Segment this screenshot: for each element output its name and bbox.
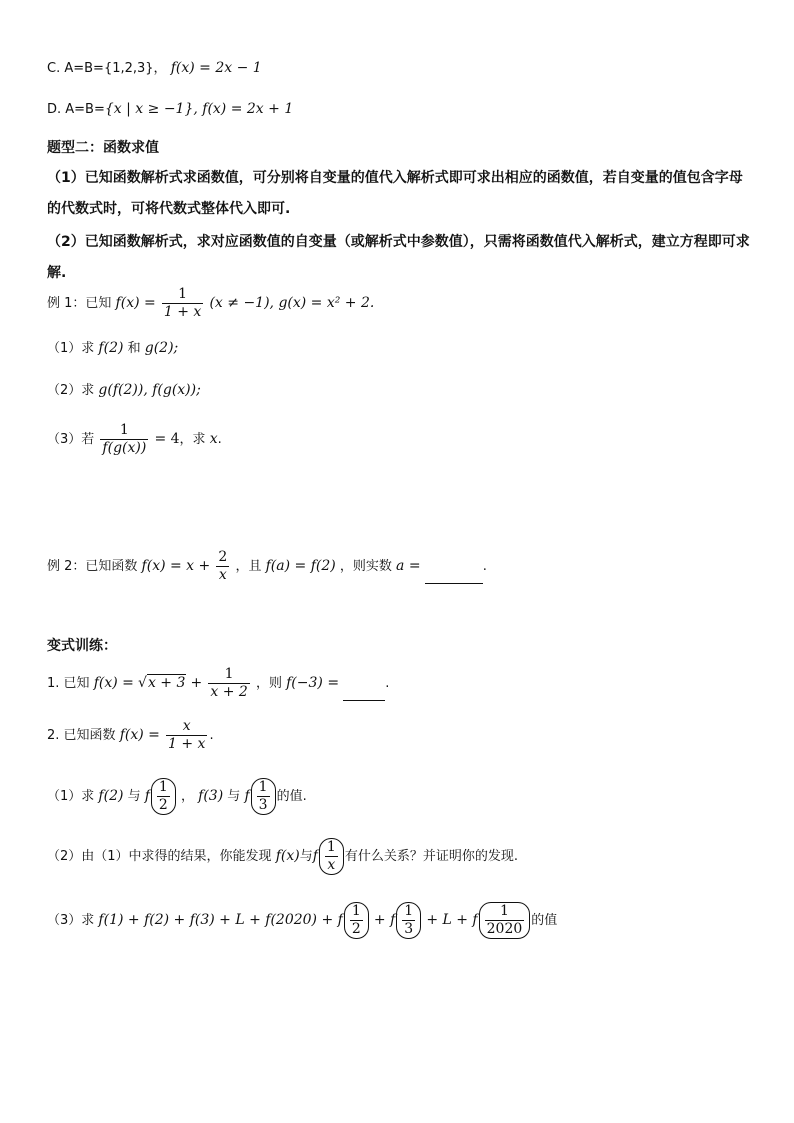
math: + xyxy=(190,675,203,691)
math: f xyxy=(244,788,250,804)
math: f xyxy=(312,848,318,864)
practice-2-q2 xyxy=(47,838,518,875)
fraction xyxy=(157,779,170,814)
example-1-rest: (x ≠ −1), g(x) = x² + 2. xyxy=(209,295,375,311)
numerator: 1 xyxy=(178,286,188,302)
practice-2-q1 xyxy=(47,778,307,815)
option-d-formula: {x | x ≥ −1}, f(x) = 2x + 1 xyxy=(104,101,294,117)
text: . xyxy=(209,728,214,743)
math: + f xyxy=(373,912,396,928)
text: . xyxy=(385,676,390,691)
numerator: 1 xyxy=(404,903,414,919)
text: 与 xyxy=(299,849,313,864)
math: f(2) xyxy=(98,788,124,804)
denominator: x xyxy=(325,856,338,874)
fraction xyxy=(485,903,525,938)
option-d-label: D. A=B= xyxy=(47,102,105,117)
fraction xyxy=(325,839,338,874)
q-label: （1）求 xyxy=(47,789,95,804)
paren-group xyxy=(319,838,344,875)
math: f(a) = f(2) xyxy=(265,558,336,574)
q-label: （3）若 xyxy=(47,432,95,447)
q-label: （2）求 xyxy=(47,383,95,398)
paren-group xyxy=(396,902,421,939)
numerator: 1 xyxy=(258,779,268,795)
math: a = xyxy=(396,558,421,574)
text: . xyxy=(217,432,222,447)
text: 和 xyxy=(127,341,141,356)
q-label: （1）求 xyxy=(47,341,95,356)
numerator: 1 xyxy=(499,903,509,919)
numerator: 1 xyxy=(351,903,361,919)
example-1 xyxy=(47,286,374,321)
example-2 xyxy=(47,549,487,584)
practice-2 xyxy=(47,718,214,753)
paren-group xyxy=(479,902,531,939)
example-2-fraction xyxy=(216,549,229,584)
example-1-q1 xyxy=(47,338,178,359)
math: g(2); xyxy=(144,340,179,356)
paren-group xyxy=(251,778,276,815)
text: ，则实数 xyxy=(339,559,392,574)
example-2-label: 例 2：已知函数 xyxy=(47,559,138,574)
math: f xyxy=(144,788,150,804)
example-1-f: f(x) = xyxy=(115,295,156,311)
option-c xyxy=(47,58,262,79)
text: 与 xyxy=(127,789,141,804)
math: f(−3) = xyxy=(286,675,340,691)
practice-2-q3 xyxy=(47,902,557,939)
denominator: 3 xyxy=(258,797,268,813)
q-label: （3）求 xyxy=(47,913,95,928)
fraction xyxy=(350,903,363,938)
numerator: 2 xyxy=(218,549,228,565)
numerator: 1 xyxy=(326,839,336,855)
fraction xyxy=(257,779,270,814)
q-label: 1. 已知 xyxy=(47,676,90,691)
practice-title: 变式训练： xyxy=(47,638,117,654)
denominator: 1 + x xyxy=(168,736,206,752)
denominator: 2 xyxy=(351,921,361,937)
paren-group xyxy=(344,902,369,939)
example-1-q2 xyxy=(47,380,201,401)
math: f(x) xyxy=(275,848,300,864)
example-1-fraction xyxy=(162,286,203,321)
answer-blank[interactable] xyxy=(425,569,483,584)
example-1-q3 xyxy=(47,422,222,457)
rule-1-line-2: 的代数式时，可将代数式整体代入即可. xyxy=(47,201,291,217)
example-1-q3-fraction xyxy=(100,422,148,457)
text: ，且 xyxy=(235,559,262,574)
option-c-label: C. A=B={1,2,3}， xyxy=(47,61,167,76)
rule-2-line-2: 解. xyxy=(47,265,67,281)
sqrt-content: x + 3 xyxy=(147,675,186,691)
math: f(3) xyxy=(198,788,224,804)
math: g(f(2)), f(g(x)); xyxy=(98,382,201,398)
denominator: 2020 xyxy=(486,921,523,937)
numerator: x xyxy=(182,718,191,734)
option-c-formula: f(x) = 2x − 1 xyxy=(170,60,262,76)
text: 的值 xyxy=(531,913,558,928)
example-1-label: 例 1：已知 xyxy=(47,296,112,311)
practice-2-fraction xyxy=(166,718,207,753)
text: ，求 xyxy=(179,432,206,447)
rule-1-line-1: （1）已知函数解析式求函数值，可分别将自变量的值代入解析式即可求出相应的函数值，若自变量的值包含字母 xyxy=(47,170,743,186)
text: 的值. xyxy=(276,789,307,804)
math: = 4 xyxy=(154,431,180,447)
answer-blank[interactable] xyxy=(343,686,385,701)
section-title: 题型二：函数求值 xyxy=(47,140,159,156)
math: f(2) xyxy=(98,340,124,356)
text: 有什么关系？并证明你的发现. xyxy=(344,849,518,864)
rule-2-line-1: （2）已知函数解析式，求对应函数值的自变量（或解析式中参数值），只需将函数值代入解析式，建立方程即可求 xyxy=(47,234,750,250)
q-label: （2）由（1）中求得的结果，你能发现 xyxy=(47,849,272,864)
math: x xyxy=(209,431,218,447)
denominator: f(g(x)) xyxy=(102,440,147,456)
math: f(x) = x + xyxy=(141,558,211,574)
option-d xyxy=(47,99,293,120)
denominator: x + 2 xyxy=(210,684,248,700)
text: ， xyxy=(180,789,194,804)
math: f(x) = xyxy=(119,727,160,743)
denominator: 2 xyxy=(158,797,168,813)
sqrt-icon: √x + 3 xyxy=(138,675,186,691)
practice-1-fraction xyxy=(208,666,249,701)
paren-group xyxy=(151,778,176,815)
fraction xyxy=(402,903,415,938)
q-label: 2. 已知函数 xyxy=(47,728,116,743)
numerator: 1 xyxy=(158,779,168,795)
denominator: 1 + x xyxy=(163,304,202,320)
text: 与 xyxy=(227,789,241,804)
text: ，则 xyxy=(255,676,282,691)
denominator: 3 xyxy=(404,921,414,937)
numerator: 1 xyxy=(119,422,129,438)
denominator: x xyxy=(216,566,229,584)
math: f(1) + f(2) + f(3) + L + f(2020) + f xyxy=(98,912,343,928)
math: f(x) = xyxy=(93,675,134,691)
text: . xyxy=(482,559,487,574)
numerator: 1 xyxy=(224,666,234,682)
practice-1 xyxy=(47,666,389,701)
math: + L + f xyxy=(426,912,478,928)
